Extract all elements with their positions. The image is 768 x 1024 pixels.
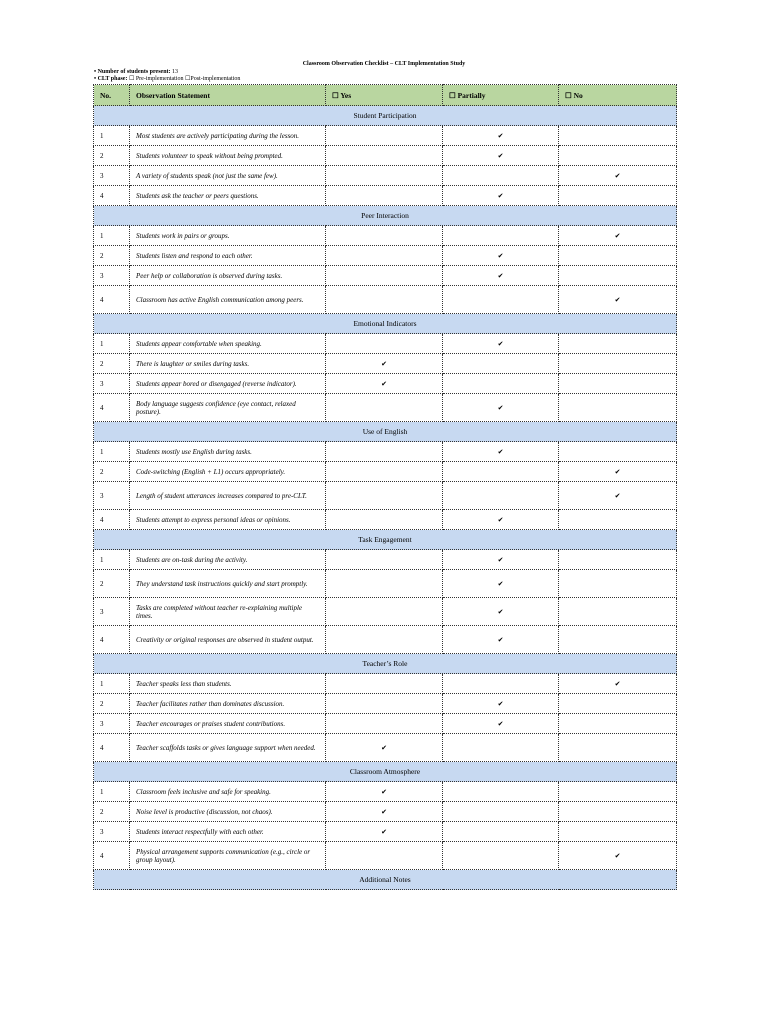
item-number: 3: [94, 166, 130, 186]
column-header-no: No.: [94, 85, 130, 106]
answer-cell-no: [559, 146, 677, 166]
answer-cell-no: [559, 442, 677, 462]
observation-statement: Students ask the teacher or peers questions.: [130, 186, 326, 206]
check-mark-icon: ✔: [497, 607, 504, 616]
check-mark-icon: ✔: [381, 827, 387, 836]
check-mark-icon: ✔: [497, 403, 504, 412]
answer-cell-no: [559, 734, 677, 762]
table-row: [94, 598, 677, 626]
section-row: [94, 106, 677, 126]
answer-cell-partially: [443, 734, 559, 762]
item-number: 1: [94, 442, 130, 462]
observation-statement: Students interact respectfully with each other.: [130, 822, 326, 842]
clt-phase-line: [94, 76, 240, 83]
section-row: [94, 870, 677, 890]
check-mark-icon: ✔: [614, 467, 621, 476]
table-row: [94, 482, 677, 510]
document-title: Classroom Observation Checklist – CLT Implementation Study: [302, 61, 466, 67]
answer-cell-no: [559, 166, 677, 186]
answer-cell-partially: [443, 146, 559, 166]
table-row: [94, 246, 677, 266]
answer-cell-no: [559, 374, 677, 394]
clt-phase-options: ☐ Pre-implementation ☐Post-implementation: [128, 76, 241, 82]
table-header-row: [94, 85, 677, 106]
answer-cell-no: [559, 334, 677, 354]
answer-cell-yes: [326, 146, 443, 166]
check-mark-icon: ✔: [497, 555, 504, 564]
item-number: 4: [94, 734, 130, 762]
item-number: 1: [94, 674, 130, 694]
table-row: [94, 266, 677, 286]
table-row: [94, 694, 677, 714]
table-row: [94, 334, 677, 354]
answer-cell-partially: [443, 510, 559, 530]
observation-statement: Peer help or collaboration is observed during tasks.: [130, 266, 326, 286]
table-row: [94, 226, 677, 246]
table-row: [94, 714, 677, 734]
check-mark-icon: ✔: [497, 579, 504, 588]
item-number: 1: [94, 334, 130, 354]
check-mark-icon: ✔: [381, 743, 387, 752]
table-row: [94, 146, 677, 166]
answer-cell-yes: [326, 166, 443, 186]
answer-cell-partially: [443, 626, 559, 654]
answer-cell-yes: [326, 186, 443, 206]
table-row: [94, 782, 677, 802]
section-title: Emotional Indicators: [94, 314, 677, 334]
section-title: Task Engagement: [94, 530, 677, 550]
item-number: 3: [94, 482, 130, 510]
answer-cell-yes: [326, 442, 443, 462]
answer-cell-yes: [326, 334, 443, 354]
observation-checklist-table: [93, 84, 677, 890]
students-present-line: [94, 69, 178, 76]
check-mark-icon: ✔: [614, 295, 621, 304]
answer-cell-no: [559, 394, 677, 422]
column-header-partially: ☐ Partially: [443, 85, 559, 106]
item-number: 3: [94, 374, 130, 394]
observation-statement: Teacher scaffolds tasks or gives language support when needed.: [130, 734, 326, 762]
check-mark-icon: ✔: [497, 151, 504, 160]
answer-cell-yes: [326, 598, 443, 626]
table-row: [94, 674, 677, 694]
answer-cell-yes: [326, 266, 443, 286]
answer-cell-no: [559, 510, 677, 530]
section-row: [94, 206, 677, 226]
observation-statement: Tasks are completed without teacher re-explaining multiple times.: [130, 598, 326, 626]
checklist-body: [94, 106, 677, 890]
check-mark-icon: ✔: [614, 679, 621, 688]
check-mark-icon: ✔: [497, 699, 504, 708]
answer-cell-yes: [326, 714, 443, 734]
answer-cell-yes: [326, 734, 443, 762]
answer-cell-no: [559, 694, 677, 714]
item-number: 1: [94, 126, 130, 146]
table-row: [94, 354, 677, 374]
table-row: [94, 842, 677, 870]
check-mark-icon: ✔: [381, 787, 387, 796]
observation-statement: There is laughter or smiles during tasks.: [130, 354, 326, 374]
answer-cell-yes: [326, 802, 443, 822]
observation-statement: Teacher encourages or praises student contributions.: [130, 714, 326, 734]
observation-statement: Creativity or original responses are observed in student output.: [130, 626, 326, 654]
item-number: 2: [94, 462, 130, 482]
item-number: 3: [94, 714, 130, 734]
item-number: 2: [94, 570, 130, 598]
answer-cell-partially: [443, 126, 559, 146]
observation-statement: Students mostly use English during tasks.: [130, 442, 326, 462]
answer-cell-no: [559, 714, 677, 734]
table-row: [94, 186, 677, 206]
section-title: Teacher’s Role: [94, 654, 677, 674]
check-mark-icon: ✔: [614, 851, 621, 860]
item-number: 3: [94, 266, 130, 286]
section-title: Student Participation: [94, 106, 677, 126]
answer-cell-yes: [326, 482, 443, 510]
item-number: 4: [94, 186, 130, 206]
table-row: [94, 626, 677, 654]
table-row: [94, 126, 677, 146]
answer-cell-no: [559, 186, 677, 206]
answer-cell-no: [559, 286, 677, 314]
item-number: 3: [94, 598, 130, 626]
observation-statement: Students appear bored or disengaged (reverse indicator).: [130, 374, 326, 394]
answer-cell-yes: [326, 354, 443, 374]
answer-cell-no: [559, 570, 677, 598]
answer-cell-no: [559, 226, 677, 246]
check-mark-icon: ✔: [497, 719, 504, 728]
answer-cell-yes: [326, 694, 443, 714]
answer-cell-yes: [326, 570, 443, 598]
table-row: [94, 570, 677, 598]
item-number: 2: [94, 802, 130, 822]
answer-cell-partially: [443, 550, 559, 570]
item-number: 1: [94, 226, 130, 246]
answer-cell-partially: [443, 822, 559, 842]
observation-statement: Students appear comfortable when speaking.: [130, 334, 326, 354]
item-number: 4: [94, 394, 130, 422]
observation-statement: Students attempt to express personal ideas or opinions.: [130, 510, 326, 530]
answer-cell-partially: [443, 442, 559, 462]
item-number: 4: [94, 842, 130, 870]
answer-cell-partially: [443, 782, 559, 802]
item-number: 2: [94, 694, 130, 714]
check-mark-icon: ✔: [497, 447, 504, 456]
answer-cell-no: [559, 842, 677, 870]
answer-cell-yes: [326, 510, 443, 530]
check-mark-icon: ✔: [497, 271, 504, 280]
item-number: 3: [94, 822, 130, 842]
check-mark-icon: ✔: [381, 807, 387, 816]
answer-cell-partially: [443, 286, 559, 314]
answer-cell-yes: [326, 286, 443, 314]
students-present-value: 13: [172, 69, 179, 75]
table-row: [94, 394, 677, 422]
answer-cell-yes: [326, 374, 443, 394]
table-row: [94, 802, 677, 822]
table-row: [94, 462, 677, 482]
item-number: 2: [94, 246, 130, 266]
answer-cell-partially: [443, 694, 559, 714]
column-header-no-answer: ☐ No: [559, 85, 677, 106]
answer-cell-partially: [443, 842, 559, 870]
answer-cell-partially: [443, 714, 559, 734]
observation-statement: Students work in pairs or groups.: [130, 226, 326, 246]
answer-cell-partially: [443, 334, 559, 354]
section-row: [94, 762, 677, 782]
answer-cell-yes: [326, 782, 443, 802]
item-number: 2: [94, 146, 130, 166]
check-mark-icon: ✔: [381, 379, 387, 388]
observation-statement: Length of student utterances increases compared to pre-CLT.: [130, 482, 326, 510]
check-mark-icon: ✔: [497, 191, 504, 200]
students-present-label: • Number of students present:: [94, 69, 171, 75]
answer-cell-no: [559, 822, 677, 842]
answer-cell-yes: [326, 394, 443, 422]
answer-cell-partially: [443, 570, 559, 598]
answer-cell-no: [559, 550, 677, 570]
answer-cell-no: [559, 598, 677, 626]
observation-statement: Physical arrangement supports communication (e.g., circle or group layout).: [130, 842, 326, 870]
table-row: [94, 822, 677, 842]
item-number: 4: [94, 510, 130, 530]
answer-cell-partially: [443, 226, 559, 246]
observation-statement: Classroom has active English communication among peers.: [130, 286, 326, 314]
section-row: [94, 654, 677, 674]
section-title: Additional Notes: [94, 870, 677, 890]
answer-cell-no: [559, 674, 677, 694]
answer-cell-yes: [326, 674, 443, 694]
item-number: 4: [94, 286, 130, 314]
section-row: [94, 314, 677, 334]
answer-cell-no: [559, 482, 677, 510]
answer-cell-no: [559, 354, 677, 374]
answer-cell-no: [559, 782, 677, 802]
answer-cell-yes: [326, 462, 443, 482]
answer-cell-partially: [443, 394, 559, 422]
answer-cell-partially: [443, 674, 559, 694]
table-row: [94, 442, 677, 462]
item-number: 2: [94, 354, 130, 374]
section-title: Peer Interaction: [94, 206, 677, 226]
item-number: 1: [94, 782, 130, 802]
section-title: Classroom Atmosphere: [94, 762, 677, 782]
answer-cell-yes: [326, 550, 443, 570]
observation-statement: Most students are actively participating during the lesson.: [130, 126, 326, 146]
answer-cell-partially: [443, 462, 559, 482]
check-mark-icon: ✔: [497, 515, 504, 524]
clt-phase-label: • CLT phase:: [94, 76, 128, 82]
observation-statement: Body language suggests confidence (eye contact, relaxed posture).: [130, 394, 326, 422]
observation-statement: Teacher speaks less than students.: [130, 674, 326, 694]
answer-cell-yes: [326, 246, 443, 266]
answer-cell-partially: [443, 354, 559, 374]
answer-cell-yes: [326, 842, 443, 870]
observation-statement: Teacher facilitates rather than dominates discussion.: [130, 694, 326, 714]
answer-cell-partially: [443, 482, 559, 510]
answer-cell-partially: [443, 166, 559, 186]
table-row: [94, 166, 677, 186]
check-mark-icon: ✔: [614, 491, 621, 500]
answer-cell-no: [559, 802, 677, 822]
answer-cell-partially: [443, 598, 559, 626]
check-mark-icon: ✔: [497, 131, 504, 140]
answer-cell-partially: [443, 374, 559, 394]
observation-statement: Students are on-task during the activity.: [130, 550, 326, 570]
answer-cell-partially: [443, 266, 559, 286]
check-mark-icon: ✔: [497, 635, 504, 644]
check-mark-icon: ✔: [497, 339, 504, 348]
item-number: 1: [94, 550, 130, 570]
observation-statement: Classroom feels inclusive and safe for speaking.: [130, 782, 326, 802]
table-row: [94, 734, 677, 762]
check-mark-icon: ✔: [614, 171, 621, 180]
table-row: [94, 510, 677, 530]
answer-cell-no: [559, 246, 677, 266]
observation-statement: Students listen and respond to each other.: [130, 246, 326, 266]
section-row: [94, 530, 677, 550]
observation-statement: They understand task instructions quickly and start promptly.: [130, 570, 326, 598]
table-row: [94, 550, 677, 570]
answer-cell-yes: [326, 226, 443, 246]
column-header-yes: ☐ Yes: [326, 85, 443, 106]
section-row: [94, 422, 677, 442]
column-header-statement: Observation Statement: [130, 85, 326, 106]
answer-cell-no: [559, 626, 677, 654]
answer-cell-yes: [326, 126, 443, 146]
section-title: Use of English: [94, 422, 677, 442]
answer-cell-yes: [326, 626, 443, 654]
check-mark-icon: ✔: [381, 359, 387, 368]
check-mark-icon: ✔: [497, 251, 504, 260]
observation-statement: Students volunteer to speak without being prompted.: [130, 146, 326, 166]
answer-cell-partially: [443, 186, 559, 206]
observation-statement: Code-switching (English + L1) occurs appropriately.: [130, 462, 326, 482]
check-mark-icon: ✔: [614, 231, 621, 240]
observation-statement: Noise level is productive (discussion, not chaos).: [130, 802, 326, 822]
table-row: [94, 374, 677, 394]
table-row: [94, 286, 677, 314]
item-number: 4: [94, 626, 130, 654]
answer-cell-no: [559, 266, 677, 286]
answer-cell-no: [559, 126, 677, 146]
answer-cell-yes: [326, 822, 443, 842]
observation-statement: A variety of students speak (not just the same few).: [130, 166, 326, 186]
answer-cell-partially: [443, 246, 559, 266]
answer-cell-partially: [443, 802, 559, 822]
answer-cell-no: [559, 462, 677, 482]
